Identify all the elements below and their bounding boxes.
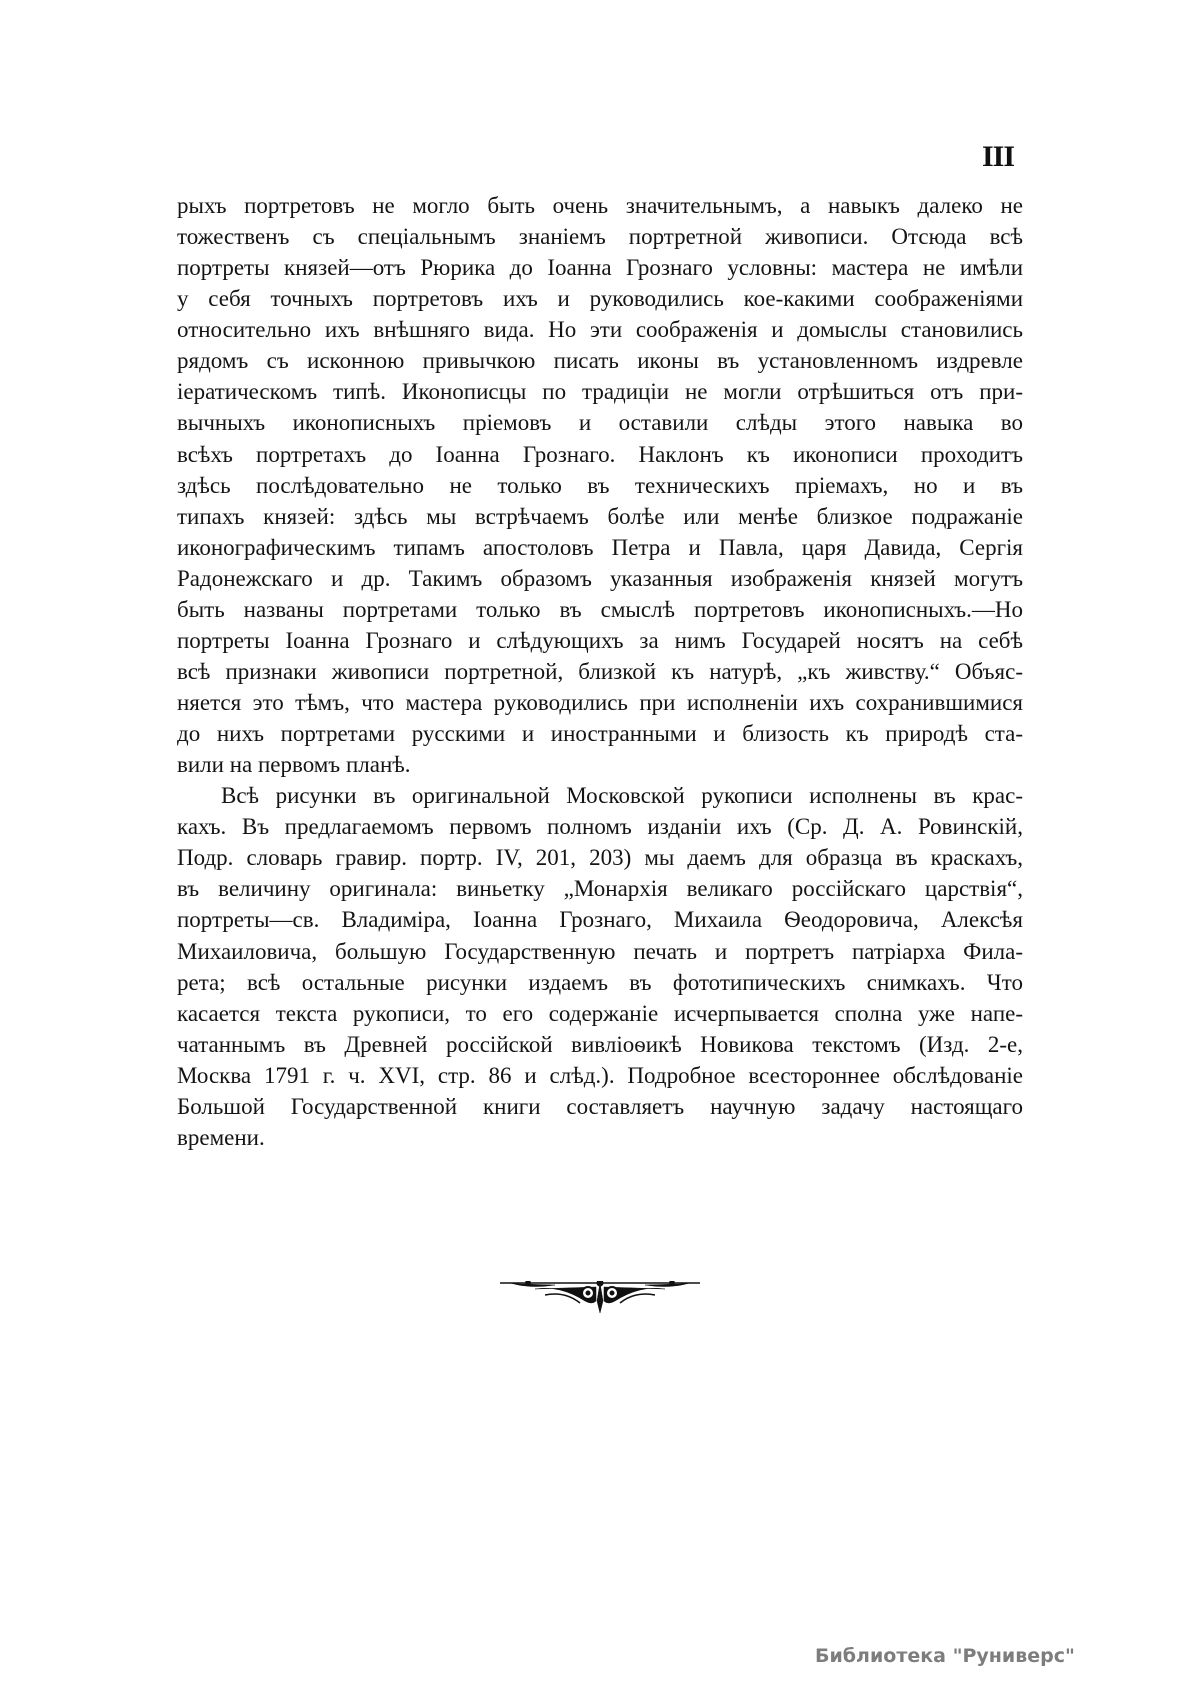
text-line: рета; всѣ остальные рисунки издаемъ въ фототипическихъ снимкахъ. Что [177,969,1023,995]
text-line: быть названы портретами только въ смыслѣ портретовъ иконописныхъ.—Но [177,596,1023,622]
text-line: портреты Іоанна Грознаго и слѣдующихъ за нимъ Государей носятъ на себѣ [177,627,1023,653]
text-line: портреты князей—отъ Рюрика до Іоанна Грознаго условны: мастера не имѣли [177,255,1023,281]
text-line: до нихъ портретами русскими и иностранными и близость къ природѣ ста- [177,721,1023,747]
text-line: Всѣ рисунки въ оригинальной Московской рукописи исполнены въ крас- [221,783,1023,809]
text-line: тожественъ съ спеціальнымъ знаніемъ портретной живописи. Отсюда всѣ [177,224,1023,250]
text-line: Подр. словарь гравир. портр. IV, 201, 203) мы даемъ для образца въ краскахъ, [177,845,1023,871]
text-line: няется это тѣмъ, что мастера руководились при исполненіи ихъ сохранившимися [177,690,1023,715]
text-line: здѣсь послѣдовательно не только въ техническихъ пріемахъ, но и въ [177,472,1023,498]
text-line: Радонежскаго и др. Такимъ образомъ указанныя изображенія князей могутъ [177,565,1023,591]
library-watermark: Библиотека "Руниверс" [815,1645,1075,1667]
text-line: иконографическимъ типамъ апостоловъ Петра и Павла, царя Давида, Сергія [177,534,1023,560]
text-line: Михаиловича, большую Государственную печать и портретъ патріарха Фила- [177,938,1023,964]
text-line: всѣ признаки живописи портретной, близкой къ натурѣ, „къ живству.“ Объяс- [177,658,1023,684]
text-line: касается текста рукописи, то его содержаніе исчерпывается сполна уже напе- [177,1000,1023,1026]
text-line: у себя точныхъ портретовъ ихъ и руководились кое-какими соображеніями [177,286,1023,312]
text-line: вили на первомъ планѣ. [177,752,411,778]
text-line: портреты—св. Владиміра, Іоанна Грознаго, Михаила Ѳеодоровича, Алексѣя [177,907,1023,933]
text-line: рядомъ съ исконною привычкою писать иконы въ установленномъ издревле [177,348,1023,374]
text-line: чатаннымъ въ Древней россійской вивліоѳикѣ Новикова текстомъ (Изд. 2-е, [177,1031,1023,1057]
tailpiece-ornament-icon [500,1281,700,1315]
text-line: Большой Государственной книги составляетъ научную задачу настоящаго [177,1093,1023,1119]
text-line: іератическомъ типѣ. Иконописцы по традиціи не могли отрѣшиться отъ при- [177,379,1023,405]
text-line: Москва 1791 г. ч. XVI, стр. 86 и слѣд.). Подробное всестороннее обслѣдованіе [177,1062,1023,1088]
text-line: рыхъ портретовъ не могло быть очень значительнымъ, а навыкъ далеко не [177,193,1023,218]
text-line: вычныхъ иконописныхъ пріемовъ и оставили слѣды этого навыка во [177,410,1023,436]
text-line: кахъ. Въ предлагаемомъ первомъ полномъ изданіи ихъ (Ср. Д. А. Ровинскій, [177,814,1023,840]
body-text [177,190,1023,1153]
text-line: относительно ихъ внѣшняго вида. Но эти соображенія и домыслы становились [177,317,1023,343]
paragraph [177,190,1023,780]
text-line: времени. [177,1124,265,1150]
text-line: въ величину оригинала: виньетку „Монархія великаго россійскаго царствія“, [177,876,1023,902]
paragraph [177,780,1023,1153]
text-line: типахъ князей: здѣсь мы встрѣчаемъ болѣе или менѣе близкое подражаніе [177,503,1023,529]
text-line: всѣхъ портретахъ до Іоанна Грознаго. Наклонъ къ иконописи проходитъ [177,441,1023,467]
page-number: III [982,140,1015,173]
